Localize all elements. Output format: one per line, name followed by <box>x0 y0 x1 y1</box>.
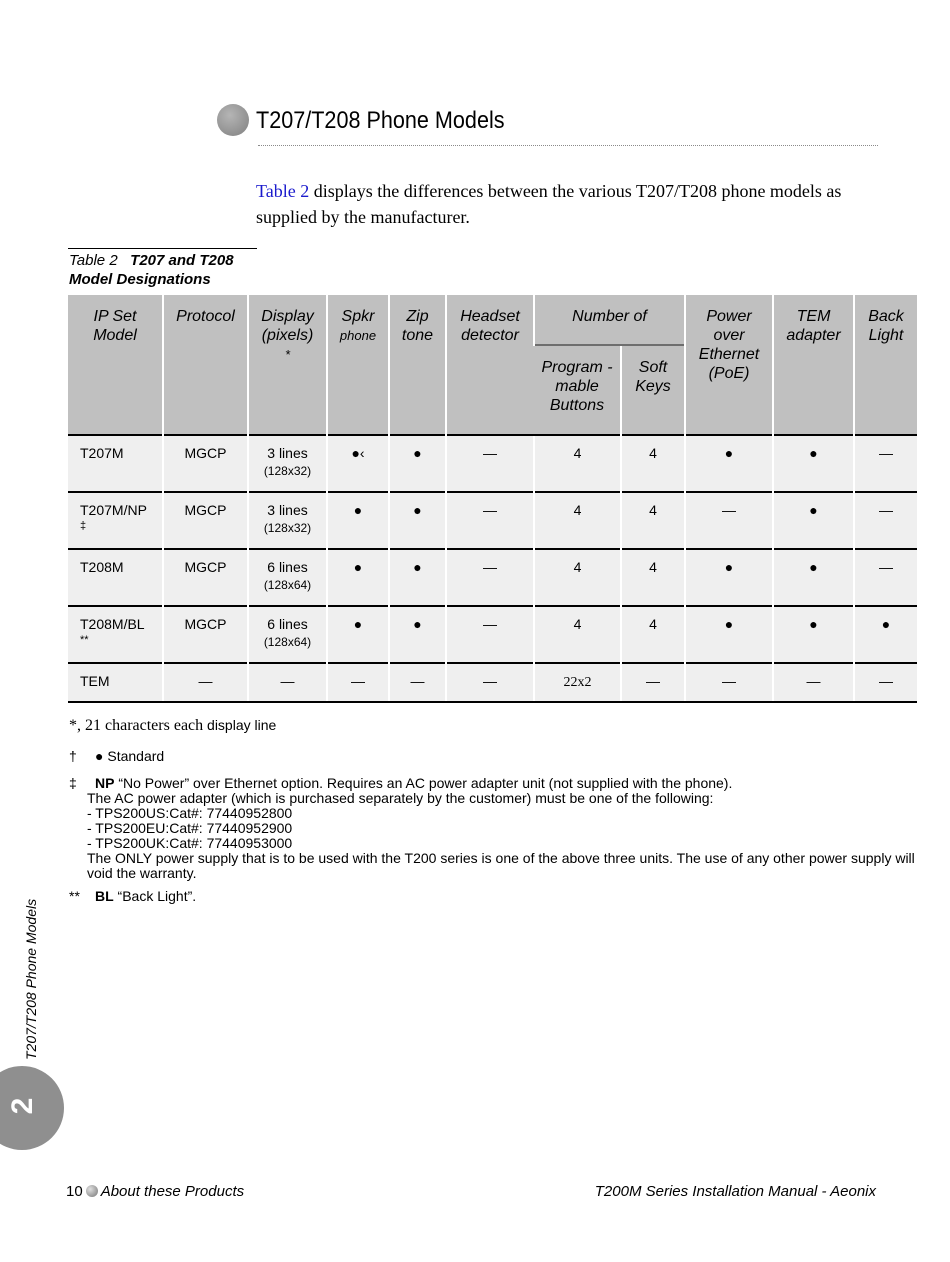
cell-display <box>248 549 327 606</box>
page-number: 10 <box>66 1183 83 1200</box>
cell-headset <box>446 663 534 702</box>
footnote-double-dagger <box>69 776 919 881</box>
cell-model <box>68 663 163 702</box>
cell-model <box>68 549 163 606</box>
intro-text: displays the differences between the various T207/T208 phone models as supplied by the manufacturer. <box>256 181 842 227</box>
cell-poe <box>685 663 773 702</box>
header-spkr-label: Spkr <box>341 308 375 325</box>
cell-protocol <box>163 549 248 606</box>
header-poe: Power over Ethernet (PoE) <box>685 295 773 435</box>
cell-value: 22x2 <box>563 675 592 690</box>
cell-tem <box>773 549 854 606</box>
cell-value: — <box>483 502 497 518</box>
header-spkr <box>327 295 389 435</box>
table-row <box>68 663 917 702</box>
footnote-star-text-sans: display line <box>203 717 277 733</box>
footnote-ddagger-line6: The ONLY power supply that is to be used with the T200 series is one of the above three units. The use of any other power supply will void the warranty. <box>87 850 915 881</box>
cell-protocol <box>163 663 248 702</box>
cell-soft <box>621 606 685 663</box>
model-name: T208M/BL <box>80 616 145 632</box>
cell-value: 4 <box>573 559 582 575</box>
cell-zip <box>389 435 446 492</box>
cell-value: — <box>198 673 213 689</box>
cell-headset <box>446 549 534 606</box>
footnote-ddagger-line1: “No Power” over Ethernet option. Requires an AC power adapter unit (not supplied with the phone). <box>114 775 733 791</box>
cell-value: MGCP <box>184 502 227 518</box>
cell-protocol <box>163 492 248 549</box>
footnote-dstar-bold: BL <box>95 888 114 904</box>
model-mark: ** <box>80 634 89 646</box>
cell-spkr <box>327 606 389 663</box>
display-lines: 3 lines <box>267 502 308 518</box>
header-display-mark: * <box>284 347 291 362</box>
cell-value: ● <box>724 616 734 632</box>
display-lines: 3 lines <box>267 445 308 461</box>
cell-value: ● <box>809 445 818 461</box>
cell-backlight <box>854 435 917 492</box>
cell-value: — <box>483 559 497 575</box>
cell-spkr <box>327 492 389 549</box>
cell-zip <box>389 663 446 702</box>
table-row <box>68 606 917 663</box>
intro-paragraph <box>256 178 866 230</box>
cell-soft <box>621 549 685 606</box>
header-zip: Zip tone <box>389 295 446 435</box>
model-mark: ‡ <box>80 520 87 532</box>
cell-headset <box>446 606 534 663</box>
table-row <box>68 549 917 606</box>
cell-value: — <box>879 445 894 461</box>
header-model: IP Set Model <box>68 295 163 435</box>
cell-program <box>534 435 621 492</box>
cell-backlight <box>854 492 917 549</box>
footnote-ddagger-line3: - TPS200US:Cat#: 77440952800 <box>87 805 293 821</box>
chapter-number: 2 <box>6 1097 39 1115</box>
display-pixels: (128x32) <box>263 521 312 535</box>
cell-value: — <box>351 673 365 689</box>
cell-value: ● <box>353 559 363 575</box>
cell-model <box>68 435 163 492</box>
model-name: T207M <box>80 445 124 461</box>
cell-value: ● <box>413 559 422 575</box>
cell-value: 4 <box>649 616 657 632</box>
header-display <box>248 295 327 435</box>
footnote-ddagger-symbol: ‡ <box>69 775 77 791</box>
cell-tem <box>773 606 854 663</box>
cell-protocol <box>163 606 248 663</box>
footnote-star-text: , 21 characters each <box>77 717 204 734</box>
cell-poe <box>685 606 773 663</box>
footnote-ddagger-line4: - TPS200EU:Cat#: 77440952900 <box>87 820 293 836</box>
cell-display <box>248 435 327 492</box>
header-number-of: Number of <box>534 295 685 345</box>
cell-tem <box>773 492 854 549</box>
header-soft: Soft Keys <box>621 345 685 435</box>
cell-value: ● <box>353 616 363 632</box>
cell-value: ● <box>413 502 422 518</box>
header-protocol: Protocol <box>163 295 248 435</box>
header-row <box>68 295 917 345</box>
cell-zip <box>389 492 446 549</box>
table-row <box>68 435 917 492</box>
display-pixels: (128x64) <box>263 578 312 592</box>
model-designations-table <box>68 295 917 703</box>
sidebar-chapter-label: T207/T208 Phone Models <box>23 898 39 1060</box>
cell-soft <box>621 492 685 549</box>
cell-value: 4 <box>573 616 582 632</box>
cell-soft <box>621 435 685 492</box>
cell-program <box>534 549 621 606</box>
cell-value: — <box>410 673 425 689</box>
header-headset: Headset detector <box>446 295 534 435</box>
cell-display <box>248 663 327 702</box>
footnote-dstar-text: “Back Light”. <box>113 888 197 904</box>
footnote-dstar-symbol: ** <box>69 888 80 904</box>
footnote-star <box>69 718 919 733</box>
cell-value: 4 <box>649 502 657 518</box>
cell-model <box>68 492 163 549</box>
cell-value: — <box>879 502 894 518</box>
cell-soft <box>621 663 685 702</box>
table-row <box>68 492 917 549</box>
cell-value: — <box>483 673 497 689</box>
cell-value: — <box>483 445 497 461</box>
footnote-dagger-text: Standard <box>103 748 165 764</box>
cell-headset <box>446 492 534 549</box>
cell-value: — <box>806 673 821 689</box>
caption-label: Table 2 <box>69 252 118 269</box>
footer-manual-title: T200M Series Installation Manual - Aeonix <box>594 1183 876 1200</box>
footnote-double-star <box>69 889 919 904</box>
cell-value: ● <box>809 616 818 632</box>
footer-section: About these Products <box>100 1183 245 1200</box>
cell-value: 4 <box>573 502 582 518</box>
cell-poe <box>685 492 773 549</box>
cell-value: 4 <box>649 445 657 461</box>
cell-value: ● <box>881 616 891 632</box>
cell-poe <box>685 435 773 492</box>
cell-value: MGCP <box>184 616 227 632</box>
cell-program <box>534 663 621 702</box>
cell-spkr <box>327 663 389 702</box>
cell-value: MGCP <box>184 559 227 575</box>
cell-tem <box>773 435 854 492</box>
cell-model <box>68 606 163 663</box>
footnote-ddagger-line5: - TPS200UK:Cat#: 77440953000 <box>87 835 293 851</box>
cell-tem <box>773 663 854 702</box>
section-bullet-icon <box>217 104 249 136</box>
display-pixels: (128x64) <box>263 635 312 649</box>
section-title: T207/T208 Phone Models <box>256 107 505 134</box>
display-lines: — <box>280 673 295 689</box>
footnote-dagger <box>69 749 919 764</box>
cell-backlight <box>854 549 917 606</box>
cell-zip <box>389 549 446 606</box>
cell-value: — <box>722 673 737 689</box>
cell-display <box>248 492 327 549</box>
cell-value: ● <box>809 502 818 518</box>
cell-program <box>534 606 621 663</box>
cell-value: ● <box>724 559 734 575</box>
cell-value: 4 <box>649 559 657 575</box>
cell-spkr <box>327 435 389 492</box>
model-name: T208M <box>80 559 124 575</box>
cell-value: ● <box>413 445 422 461</box>
section-divider <box>258 145 878 146</box>
cell-protocol <box>163 435 248 492</box>
cell-value: MGCP <box>184 445 227 461</box>
display-lines: 6 lines <box>267 559 308 575</box>
model-name: TEM <box>80 673 110 689</box>
cell-value: ● <box>809 559 818 575</box>
cell-poe <box>685 549 773 606</box>
cell-value: ● <box>724 445 734 461</box>
cell-value: — <box>646 673 660 689</box>
cell-value: — <box>879 673 894 689</box>
footnote-ddagger-bold: NP <box>95 775 115 791</box>
cell-headset <box>446 435 534 492</box>
header-tem: TEM adapter <box>773 295 854 435</box>
footer-left <box>66 1183 244 1200</box>
cell-display <box>248 606 327 663</box>
caption-rule <box>68 248 257 249</box>
display-lines: 6 lines <box>267 616 308 632</box>
footnote-ddagger-line2: The AC power adapter (which is purchased separately by the customer) must be one of the following: <box>87 790 714 806</box>
cell-zip <box>389 606 446 663</box>
cell-value: — <box>483 616 497 632</box>
cell-value: — <box>879 559 894 575</box>
cell-backlight <box>854 663 917 702</box>
footer-bullet-icon <box>86 1185 98 1197</box>
cell-backlight <box>854 606 917 663</box>
cell-program <box>534 492 621 549</box>
caption-title: T207 and T208 Model Designations <box>69 252 234 288</box>
cell-spkr <box>327 549 389 606</box>
cell-value: ●‹ <box>351 445 365 461</box>
header-program: Program -mable Buttons <box>534 345 621 435</box>
cell-value: ● <box>353 502 363 518</box>
bullet-icon: ● <box>95 748 104 764</box>
header-spkr-sub: phone <box>339 328 377 343</box>
header-display-label: Display (pixels) <box>261 308 314 344</box>
cell-value: ● <box>413 616 422 632</box>
cell-value: 4 <box>573 445 582 461</box>
model-name: T207M/NP <box>80 502 147 518</box>
table-caption <box>69 251 269 289</box>
footnote-dagger-symbol: † <box>69 748 77 764</box>
display-pixels: (128x32) <box>263 464 312 478</box>
table-2-link[interactable]: Table 2 <box>256 181 310 201</box>
footnote-star-symbol: * <box>69 717 77 734</box>
cell-value: — <box>722 502 737 518</box>
header-backlight: Back Light <box>854 295 917 435</box>
